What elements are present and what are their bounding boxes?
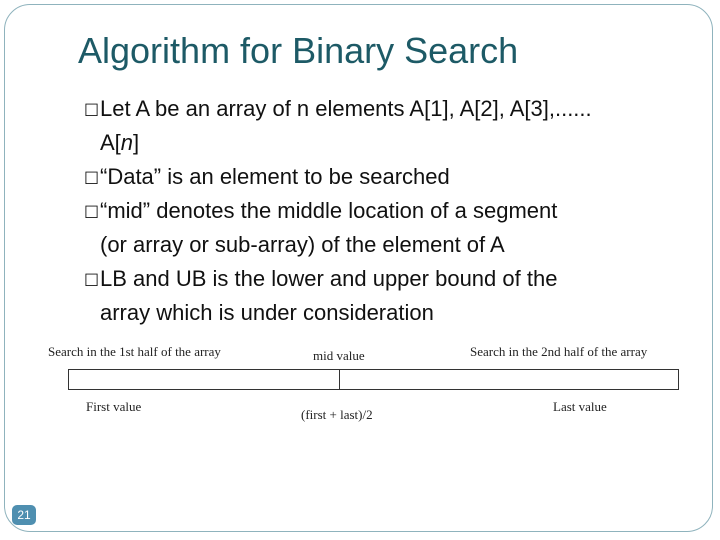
bullet-line: “Data” is an element to be searched: [100, 164, 450, 189]
bullet-marker-icon: □: [84, 269, 100, 288]
figure-label-mid: mid value: [313, 348, 365, 363]
bullet-marker-icon: □: [84, 167, 100, 186]
array-bar: [68, 369, 679, 390]
bullet-line: “mid” denotes the middle location of a segment: [100, 198, 558, 223]
bullet-list: [84, 92, 704, 330]
bullet-line: Let A be an array of n elements A[1], A[2], A[3],......: [100, 96, 592, 121]
bullet-text: A[: [100, 130, 121, 155]
figure-label-bottom-mid: (first + last)/2: [301, 407, 373, 422]
bullet-italic-text: n: [120, 130, 134, 155]
bullet-marker-icon: □: [84, 201, 100, 220]
array-midpoint-divider: [339, 369, 340, 390]
figure-label-bottom-right: Last value: [553, 399, 607, 414]
bullet-item: [84, 160, 704, 194]
figure-label-bottom-left: First value: [86, 399, 142, 414]
bullet-text: ]: [133, 130, 140, 155]
figure-label-top-left: Search in the 1st half of the array: [48, 344, 221, 359]
figure-label-top-right: Search in the 2nd half of the array: [470, 344, 648, 359]
bullet-line: array which is under consideration: [100, 300, 434, 325]
bullet-item: [84, 194, 704, 262]
bullet-marker-icon: □: [84, 99, 100, 118]
bullet-line: [100, 126, 704, 160]
bullet-item: [84, 262, 704, 330]
bullet-line: (or array or sub-array) of the element of A: [100, 232, 505, 257]
slide-title: Algorithm for Binary Search: [78, 30, 519, 71]
bullet-item: [84, 92, 704, 160]
bullet-line: LB and UB is the lower and upper bound of the: [100, 266, 558, 291]
page-number-badge: 21: [12, 505, 36, 525]
